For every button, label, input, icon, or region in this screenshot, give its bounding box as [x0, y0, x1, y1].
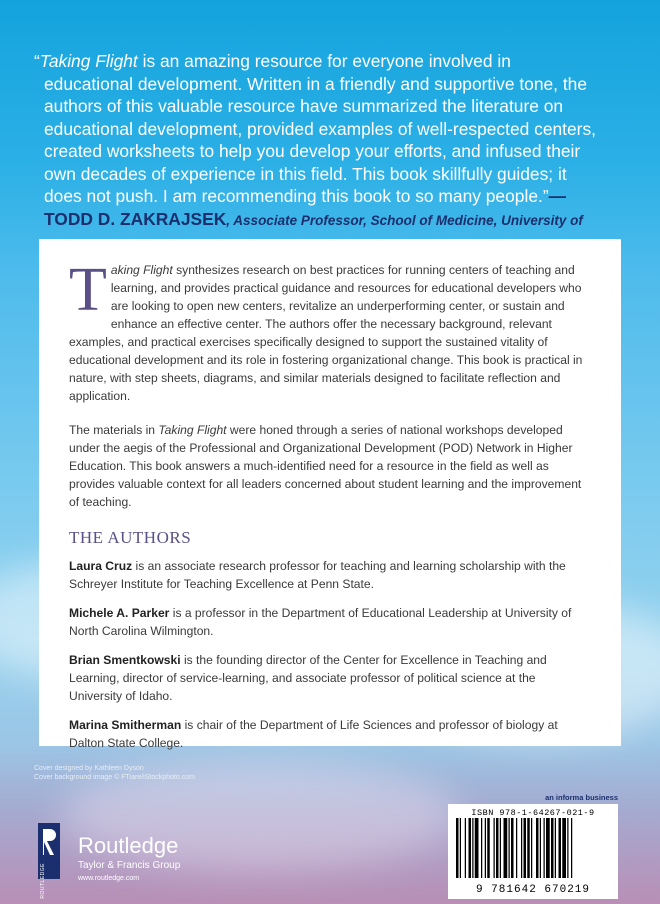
author-bio: is an associate research professor for teaching and learning scholarship with the Schreyer Institute for Teaching Excellence at Penn State.	[69, 559, 566, 591]
barcode-bar	[540, 818, 541, 878]
barcode-bar	[509, 818, 510, 878]
quote-book-title: Taking Flight	[39, 51, 138, 71]
routledge-r-icon	[38, 823, 60, 899]
barcode-bars	[454, 818, 612, 878]
barcode-bar	[481, 818, 482, 878]
barcode-block	[448, 793, 618, 899]
barcode-bar	[504, 818, 508, 878]
barcode-bar	[531, 818, 532, 878]
description-book-title: aking Flight	[110, 263, 173, 277]
barcode-bar	[475, 818, 479, 878]
description-paragraph-2	[69, 421, 591, 511]
barcode-bar	[571, 818, 572, 878]
description-book-title-2: Taking Flight	[158, 423, 227, 437]
barcode-bar	[562, 818, 566, 878]
quote-body: development. Written in a friendly and supportive tone, the authors of this valuable resource have summarized the literature on educational development, provided examples of well-respected centers, created worksheets to help you develop your efforts, and infused their own decades of experience in this field. This book skillfully guides; it does not push. I am recommending this book to so many people.”	[44, 73, 596, 206]
barcode-bar	[494, 818, 495, 878]
cover-credits	[34, 764, 195, 782]
author-bio: is the founding director of the Center for Excellence in Teaching and Learning, director of service-learning, and associate professor of political science at the University of Idaho.	[69, 653, 547, 703]
image-credit: Cover background image © FTiare/iStockphoto.com	[34, 774, 195, 781]
side-publisher-text: ROUTLEDGE	[40, 863, 46, 899]
author-name: Marina Smitherman	[69, 718, 182, 732]
barcode-bar	[469, 818, 472, 878]
isbn-label: ISBN 978-1-64267-021-9	[471, 808, 595, 818]
quote-open-mark: “	[34, 51, 40, 71]
isbn-barcode	[448, 804, 618, 899]
author-name: Brian Smentkowski	[69, 653, 181, 667]
description-text-2a: The materials in	[69, 423, 159, 437]
r-glyph-icon	[41, 827, 57, 857]
barcode-bar	[567, 818, 568, 878]
barcode-bar	[465, 818, 466, 878]
barcode-bar	[496, 818, 499, 878]
quote-attribution-name: TODD D. ZAKRAJSEK	[44, 208, 227, 229]
drop-cap: T	[69, 256, 107, 324]
author-name: Laura Cruz	[69, 559, 133, 573]
publisher-url: www.routledge.com	[78, 875, 140, 882]
author-name: Michele A. Parker	[69, 606, 170, 620]
barcode-bar	[485, 818, 486, 878]
publisher-group: Taylor & Francis Group	[78, 860, 181, 871]
barcode-bar	[527, 818, 530, 878]
author-entry	[69, 716, 591, 752]
barcode-bar	[521, 818, 522, 878]
description-paragraph-1	[69, 256, 591, 405]
author-entry	[69, 651, 591, 705]
barcode-bar	[524, 818, 527, 878]
description-text-1: synthesizes research on best practices for running centers of teaching and learning, and provides practical guidance and resources for educational developers who are looking to open new centers, revitalize an underperforming center, or sustain and enhance an effective center. The authors offer the necessary background, relevant examples, and practical exercises specifically designed to support the sustained vitality of educational development and its role in fostering organizational change. This book is practical in nature, with step sheets, diagrams, and similar materials designed to facilitate reflection and application.	[69, 263, 583, 403]
publisher-name: Routledge	[78, 833, 179, 858]
barcode-bar	[460, 818, 461, 878]
designer-credit: Cover designed by Kathleen Dyson	[34, 765, 144, 772]
author-entry	[69, 557, 591, 593]
barcode-bar	[559, 818, 562, 878]
publisher-logo	[38, 823, 208, 899]
author-entry	[69, 604, 591, 640]
endorsement-quote	[34, 50, 604, 257]
author-bio: is chair of the Department of Life Sciences and professor of biology at Dalton State College.	[69, 718, 558, 750]
barcode-bar	[544, 818, 545, 878]
description-text-2b: were honed through a series of national workshops developed under the aegis of the Professional and Organizational Development (POD) Network in Higher Education. This book answers a much-identified need for a resource in the field as well as provides valuable context for all leaders concerned about student learning and the improvement of teaching.	[69, 423, 582, 509]
author-bio: is a professor in the Department of Educational Leadership at University of North Carolina Wilmington.	[69, 606, 572, 638]
description-panel	[39, 239, 621, 750]
barcode-bar	[551, 818, 554, 878]
barcode-bar	[555, 818, 556, 878]
informa-tagline: an informa business	[545, 793, 618, 802]
barcode-bar	[511, 818, 514, 878]
barcode-digits: 9 781642 670219	[475, 884, 591, 896]
barcode-bar	[546, 818, 550, 878]
barcode-bar	[487, 818, 490, 878]
quote-line1: is an amazing resource for everyone involved in educational	[44, 51, 511, 94]
barcode-bar	[536, 818, 539, 878]
quote-attribution-role: , Associate Professor, School of Medicine, University of	[226, 212, 583, 228]
barcode-bar	[500, 818, 501, 878]
authors-heading: THE AUTHORS	[69, 528, 192, 547]
barcode-bar	[516, 818, 517, 878]
barcode-bar	[456, 818, 459, 878]
quote-dash: —	[548, 186, 566, 206]
barcode-bar	[472, 818, 473, 878]
